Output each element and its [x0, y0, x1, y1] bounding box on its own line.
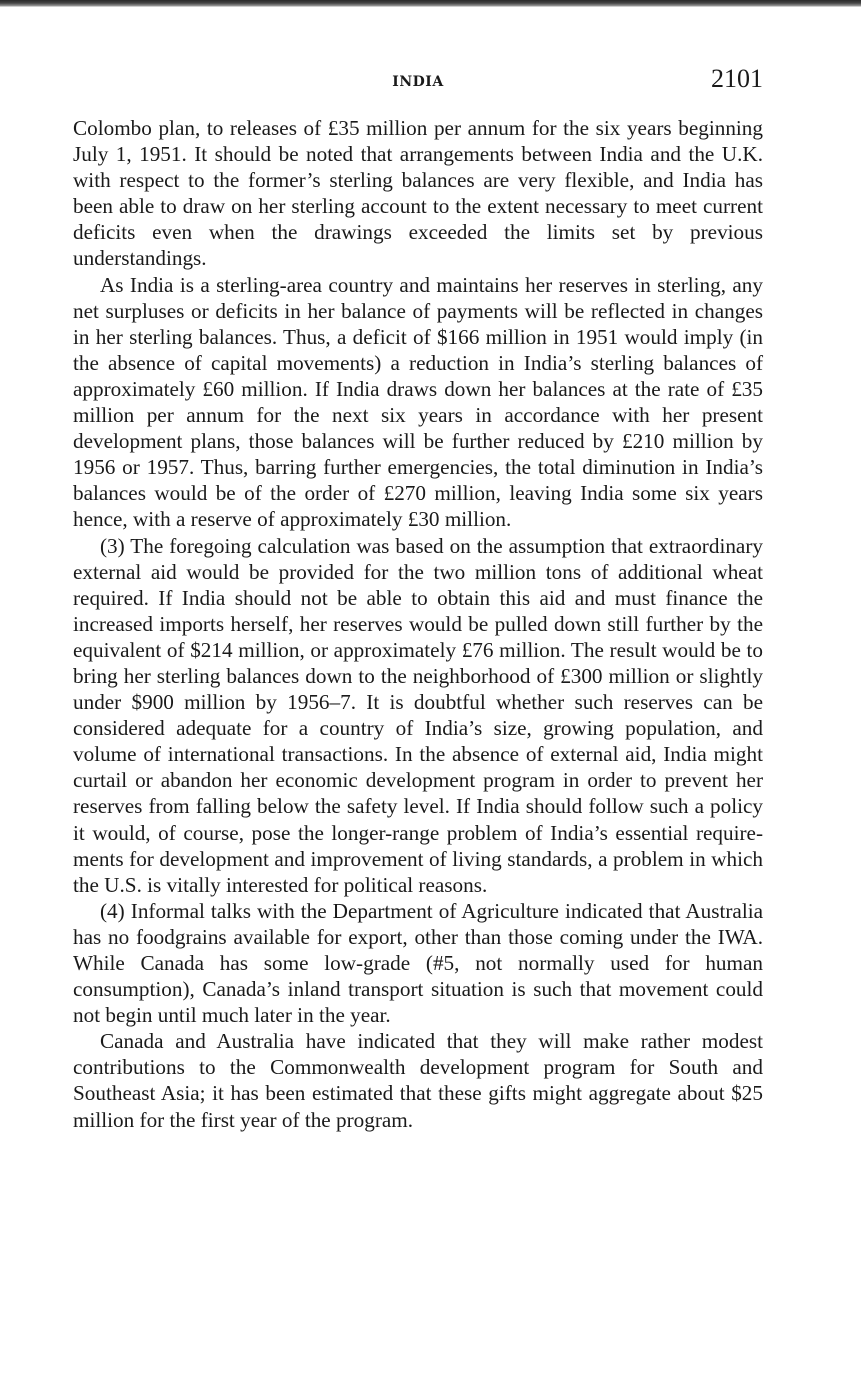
body-text	[73, 115, 763, 1133]
paragraph-canada-australia: Canada and Australia have indicated that they will make rather modest contributions to the Commonwealth development program for South and Southeast Asia; it has been estimated that these gifts might aggregate about $25 million for the first year of the program.	[73, 1029, 763, 1132]
page-header	[73, 64, 763, 98]
page-edge-rule	[0, 0, 861, 7]
running-head: INDIA	[392, 74, 444, 90]
page-number: 2101	[711, 64, 763, 93]
paragraph-item-3: (3) The foregoing calculation was based on the assumption that extraordinary external aid would be provided for the two million tons of additional wheat required. If India should not be able to obtain this aid and must finance the increased imports herself, her reserves would be pulled down still further by the equivalent of $214 million, or approximately £76 million. The result would be to bring her sterling balances down to the neighborhood of £300 million or slightly under $900 million by 1956–7. It is doubtful whether such reserves can be considered adequate for a country of India’s size, growing population, and volume of international transactions. In the absence of external aid, India might curtail or abandon her economic development program in order to prevent her reserves from falling below the safety level. If India should follow such a policy it would, of course, pose the longer-range problem of India’s essential requirements for development and improvement of living standards, a problem in which the U.S. is vitally interested for political reasons.	[73, 533, 763, 897]
paragraph-continuation: Colombo plan, to releases of £35 million per annum for the six years beginning July 1, 1951. It should be noted that arrangements between India and the U.K. with respect to the former’s sterling balances are very flexible, and India has been able to draw on her sterling account to the extent necessary to meet current deficits even when the drawings exceeded the limits set by previous understandings.	[73, 116, 763, 271]
paragraph-sterling-area: As India is a sterling-area country and maintains her reserves in sterling, any net surpluses or deficits in her balance of payments will be reflected in changes in her sterling balances. Thus, a deficit of $166 million in 1951 would imply (in the absence of capital movements) a reduction in India’s sterling balances of approximately £60 million. If India draws down her balances at the rate of £35 million per annum for the next six years in accordance with her present development plans, those balances will be further reduced by £210 million by 1956 or 1957. Thus, barring further emergencies, the total diminution in India’s balances would be of the order of £270 million, leaving India some six years hence, with a reserve of approximately £30 million.	[73, 272, 763, 532]
paragraph-item-4: (4) Informal talks with the Department of Agriculture indicated that Australia has no foodgrains available for export, other than those coming under the IWA. While Canada has some low-grade (#5, not normally used for human consumption), Canada’s inland transport situation is such that movement could not begin until much later in the year.	[73, 898, 763, 1028]
